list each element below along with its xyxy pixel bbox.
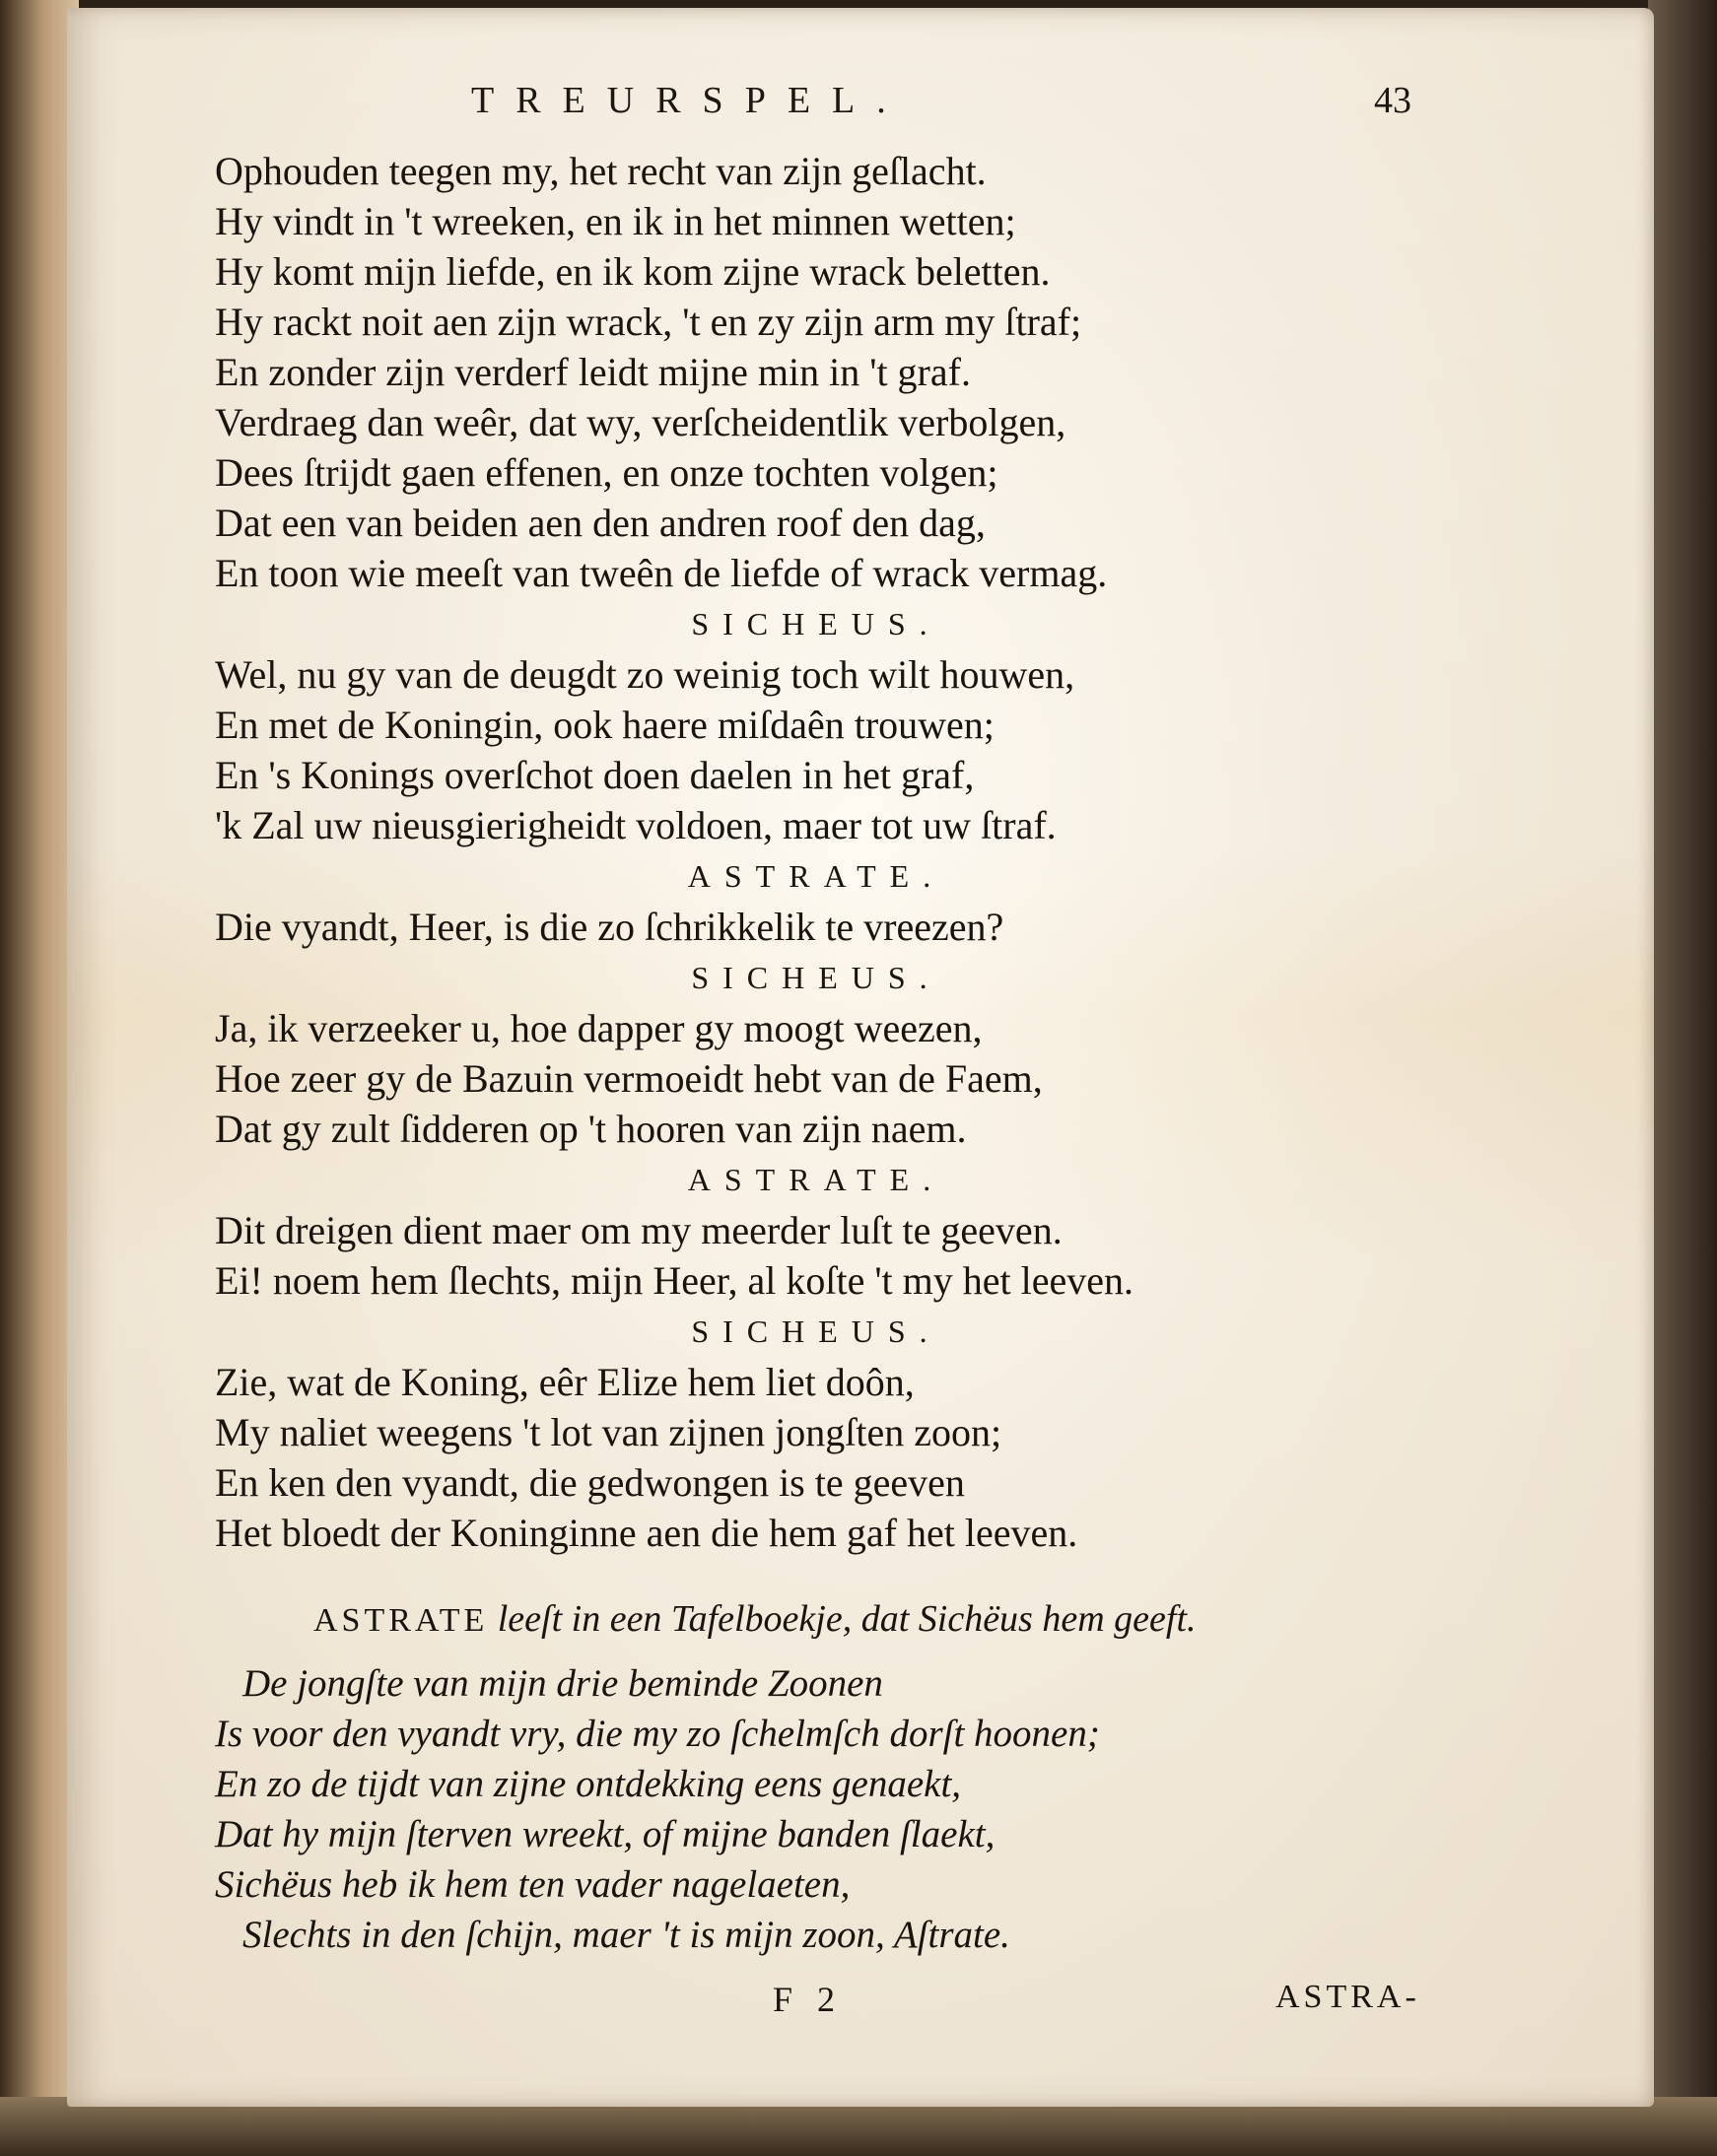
verse-group-5 [215, 1205, 1536, 1306]
letter-line: En zo de tijdt van zijne ontdekking eens genaekt, [215, 1763, 962, 1805]
signature-mark: F 2 [773, 1980, 844, 2019]
stage-direction-text: leeſt in een Tafelboekje, dat Sichëus hem geeft. [488, 1598, 1197, 1640]
letter-line: Is voor den vyandt vry, die my zo ſchelmſch dorſt hoonen; [215, 1713, 1100, 1755]
verse-group-1 [215, 146, 1536, 598]
speaker-heading-sicheus: SICHEUS. [691, 960, 941, 995]
letter-line: De jongſte van mijn drie beminde Zoonen [242, 1662, 883, 1705]
book-right-background [1648, 0, 1717, 2156]
verse-line: En zonder zijn verderf leidt mijne min in 't graf. [215, 350, 971, 394]
verse-group-3 [215, 902, 1536, 952]
page-footer [67, 1979, 1654, 2038]
verse-line: My naliet weegens 't lot van zijnen jongſten zoon; [215, 1410, 1002, 1454]
main-text [215, 146, 1536, 1960]
verse-line: Die vyandt, Heer, is die zo ſchrikkelik te vreezen? [215, 905, 1004, 949]
page-header [67, 79, 1654, 138]
speaker-heading-sicheus: SICHEUS. [691, 1314, 941, 1349]
verse-line: Hoe zeer gy de Bazuin vermoeidt hebt van de Faem, [215, 1056, 1043, 1101]
verse-line: En 's Konings overſchot doen daelen in het graf, [215, 753, 975, 797]
verse-line: Dees ſtrijdt gaen effenen, en onze tochten volgen; [215, 450, 998, 495]
speaker-heading-astrate: ASTRATE. [687, 858, 945, 894]
stage-direction-name: ASTRATE [313, 1602, 489, 1639]
verse-line: En toon wie meeſt van tweên de liefde of wrack vermag. [215, 551, 1108, 595]
verse-line: Hy rackt noit aen zijn wrack, 't en zy zijn arm my ſtraf; [215, 300, 1082, 344]
verse-line: En met de Koningin, ook haere miſdaên trouwen; [215, 703, 995, 747]
verse-group-2 [215, 649, 1536, 850]
letter-line: Dat hy mijn ſterven wreekt, of mijne banden ſlaekt, [215, 1813, 996, 1855]
verse-line: Dat gy zult ſidderen op 't hooren van zijn naem. [215, 1107, 967, 1151]
verse-line: En ken den vyandt, die gedwongen is te geeven [215, 1460, 965, 1505]
stage-direction [313, 1589, 1536, 1651]
verse-line: Het bloedt der Koninginne aen die hem gaf het leeven. [215, 1511, 1078, 1555]
verse-group-6 [215, 1357, 1536, 1558]
verse-line: Hy vindt in 't wreeken, en ik in het minnen wetten; [215, 199, 1016, 243]
letter-line: Slechts in den ſchijn, maer 't is mijn zoon, Aſtrate. [242, 1914, 1010, 1956]
verse-line: Hy komt mijn liefde, en ik kom zijne wrack beletten. [215, 249, 1051, 294]
verse-line: Ja, ik verzeeker u, hoe dapper gy moogt weezen, [215, 1006, 983, 1050]
verse-line: Ophouden teegen my, het recht van zijn geſlacht. [215, 149, 987, 193]
catchword: ASTRA- [1275, 1979, 1420, 2015]
running-title: TREURSPEL. [471, 80, 908, 121]
verse-line: Verdraeg dan weêr, dat wy, verſcheidentlik verbolgen, [215, 400, 1066, 444]
verse-line: Ei! noem hem ſlechts, mijn Heer, al koſte 't my het leeven. [215, 1258, 1133, 1303]
speaker-heading-sicheus: SICHEUS. [691, 606, 941, 641]
book-page [67, 8, 1654, 2107]
letter-text [215, 1658, 1536, 1960]
page-number: 43 [1374, 80, 1411, 121]
verse-line: Zie, wat de Koning, eêr Elize hem liet doôn, [215, 1360, 915, 1404]
verse-line: Wel, nu gy van de deugdt zo weinig toch wilt houwen, [215, 652, 1075, 697]
verse-group-4 [215, 1003, 1536, 1154]
letter-line: Sichëus heb ik hem ten vader nagelaeten, [215, 1863, 851, 1906]
verse-line: 'k Zal uw nieusgierigheidt voldoen, maer tot uw ſtraf. [215, 803, 1057, 847]
verse-line: Dit dreigen dient maer om my meerder luſt te geeven. [215, 1208, 1063, 1252]
verse-line: Dat een van beiden aen den andren roof den dag, [215, 501, 986, 545]
speaker-heading-astrate: ASTRATE. [687, 1162, 945, 1197]
